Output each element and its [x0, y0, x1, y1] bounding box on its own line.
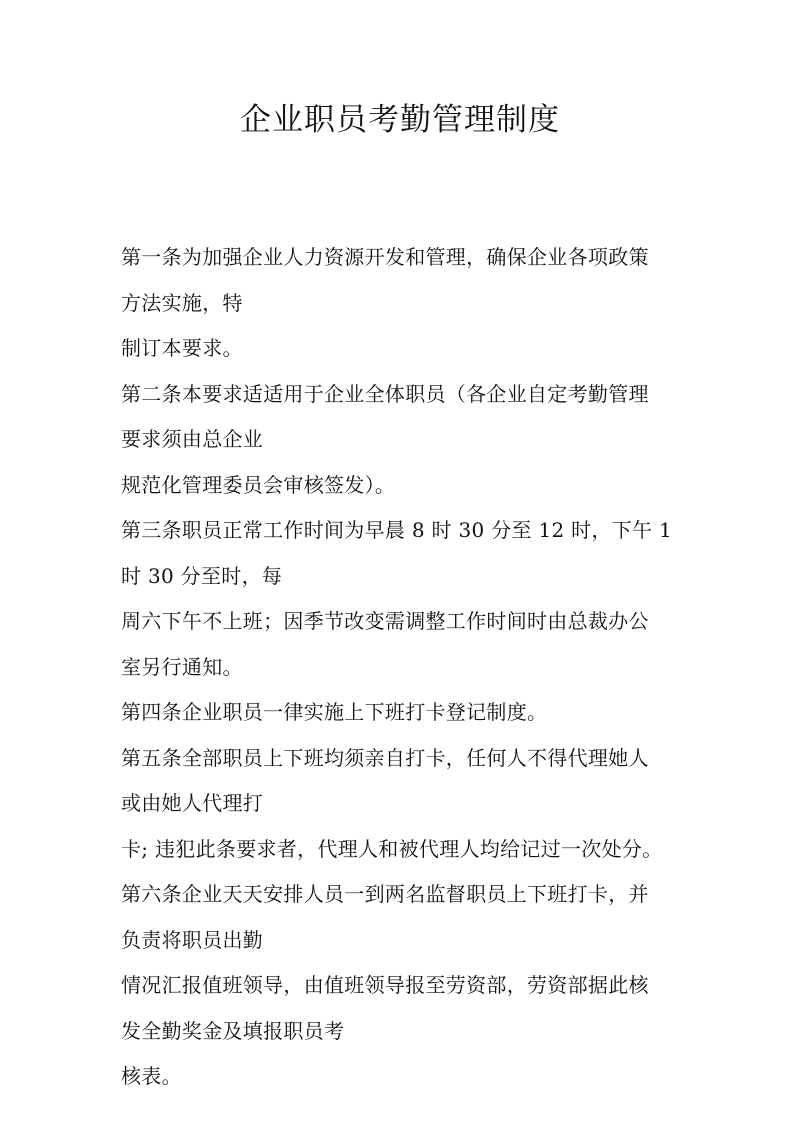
body-line: 情况汇报值班领导，由值班领导报至劳资部，劳资部据此核 [121, 973, 649, 997]
body-line: 规范化管理委员会审核签发）。 [121, 472, 396, 497]
body-line: 第三条职员正常工作时间为早晨 8 时 30 分至 12 时，下午 1 [121, 518, 673, 542]
body-line: 方法实施，特 [121, 290, 243, 315]
document-body [121, 235, 701, 1100]
body-line: 第五条全部职员上下班均须亲自打卡，任何人不得代理她人 [121, 745, 649, 770]
body-line: 周六下午不上班；因季节改变需调整工作时间时由总裁办公 [121, 609, 649, 633]
body-line: 制订本要求。 [121, 336, 243, 360]
body-line: 核表。 [121, 1064, 182, 1088]
body-line: 第二条本要求适适用于企业全体职员（各企业自定考勤管理 [121, 381, 649, 406]
body-line: 卡; 违犯此条要求者，代理人和被代理人均给记过一次处分。 [121, 836, 663, 861]
body-line: 室另行通知。 [121, 654, 243, 679]
body-line: 第六条企业天天安排人员一到两名监督职员上下班打卡，并 [121, 882, 649, 906]
body-line: 发全勤奖金及填报职员考 [121, 1018, 345, 1043]
body-line: 负责将职员出勤 [121, 927, 264, 952]
body-line: 或由她人代理打 [121, 791, 264, 815]
body-line: 时 30 分至时，每 [121, 563, 283, 588]
body-line: 第一条为加强企业人力资源开发和管理，确保企业各项政策 [121, 245, 649, 269]
body-line: 要求须由总企业 [121, 427, 264, 451]
body-line: 第四条企业职员一律实施上下班打卡登记制度。 [121, 700, 548, 724]
document-title: 企业职员考勤管理制度 [240, 102, 560, 138]
